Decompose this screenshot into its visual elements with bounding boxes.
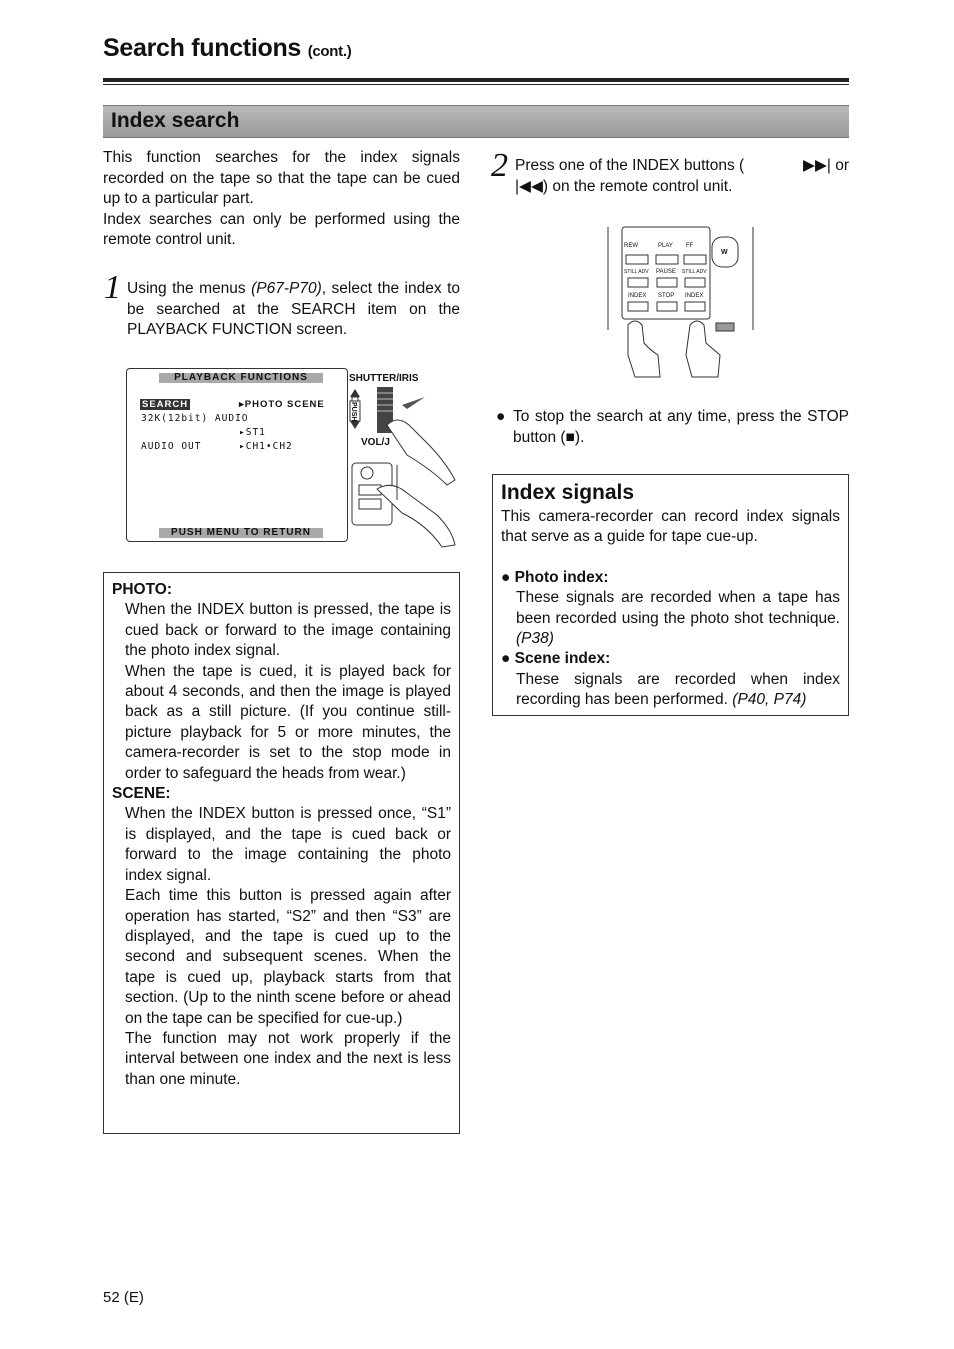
- section-heading: Index search: [111, 109, 240, 132]
- photo-index-heading: ● Photo index:: [501, 568, 609, 586]
- scene-index-heading: ● Scene index:: [501, 650, 611, 668]
- index-signals-intro: This camera-recorder can record index signals that serve as a guide for tape cue-up.: [501, 508, 840, 546]
- remote-still-adv-right-label: STILL ADV: [682, 269, 707, 275]
- step-2-number: 2: [491, 147, 508, 184]
- photo-index-text: These signals are recorded when a tape has been recorded using the photo shot technique. (P38): [516, 589, 840, 648]
- menu-search-label: SEARCH: [142, 399, 189, 410]
- remote-still-adv-left-label: STILL ADV: [624, 269, 649, 275]
- remote-pause-label: PAUSE: [656, 269, 676, 275]
- menu-out-label: AUDIO OUT: [141, 441, 202, 452]
- shutter-label: SHUTTER/IRIS: [349, 373, 419, 384]
- bullet-icon: ●: [496, 408, 506, 425]
- index-signals-heading: Index signals: [501, 481, 635, 504]
- intro-paragraph: [103, 148, 460, 251]
- page-ref: (P67-P70): [251, 280, 322, 297]
- stop-note: [496, 407, 849, 448]
- bullet-icon: ●: [501, 650, 515, 668]
- step-1-number: 1: [104, 269, 121, 306]
- bullet-icon: ●: [501, 568, 515, 586]
- scene-para-3: The function may not work properly if the interval between one index and the next is less than one minute.: [125, 1029, 451, 1088]
- menu-header: PLAYBACK FUNCTIONS: [159, 373, 323, 383]
- scene-para-2: Each time this button is pressed again after operation has started, “S2” and then “S3” are displayed, and the tape is cued up to the second and subsequent scenes. When the tape is cued up, playback starts from that section. (Up to the ninth scene before or ahead on the tape can be specified for cue-up.): [125, 887, 451, 1027]
- scene-para-1: When the INDEX button is pressed once, “S1” is displayed, and the tape is cued back or forward to the image containing the photo index signal.: [125, 805, 451, 884]
- remote-rew-label: REW: [624, 243, 638, 249]
- menu-search-value: ▸PHOTO SCENE: [239, 399, 325, 410]
- remote-control-illustration: [600, 225, 760, 380]
- remote-index-left-label: INDEX: [628, 293, 647, 299]
- intro-text-1: This function searches for the index signals recorded on the tape so that the tape can be cued up to a particular part.: [103, 149, 460, 207]
- remote-index-right-label: INDEX: [685, 293, 704, 299]
- step-2-text: Press one of the INDEX buttons ( ▶▶| or |◀◀) on the remote control unit.: [515, 157, 849, 195]
- next-index-icon: ▶▶|: [803, 157, 831, 174]
- remote-stop-label: STOP: [658, 293, 675, 299]
- index-signals-box: [492, 474, 849, 716]
- section-band: [103, 105, 849, 138]
- page-title: [103, 34, 351, 63]
- page-number: 52 (E): [103, 1289, 144, 1306]
- photo-scene-box: [103, 572, 460, 1134]
- title-cont: (cont.): [307, 43, 352, 60]
- header-rule-thin: [103, 84, 849, 85]
- menu-footer: PUSH MENU TO RETURN: [159, 528, 323, 538]
- playback-menu-screen: [126, 368, 348, 542]
- header-rule: [103, 78, 849, 82]
- remote-ff-label: FF: [686, 243, 694, 249]
- photo-para-1: When the INDEX button is pressed, the tape is cued back or forward to the image containing the photo index signal.: [125, 601, 451, 660]
- menu-out-value: ▸CH1•CH2: [239, 441, 293, 452]
- menu-audio-label: 32K(12bit) AUDIO: [141, 413, 249, 424]
- remote-w-label: W: [721, 249, 728, 256]
- intro-text-2: Index searches can only be performed using the remote control unit.: [103, 210, 460, 248]
- title-text: Search functions: [103, 34, 302, 62]
- photo-heading: PHOTO:: [112, 581, 172, 598]
- scene-index-text: These signals are recorded when index recording has been performed. (P40, P74): [516, 670, 840, 709]
- menu-audio-value: ▸ST1: [239, 427, 266, 438]
- push-label: PUSH: [350, 402, 357, 422]
- scene-heading: SCENE:: [112, 785, 171, 803]
- remote-play-label: PLAY: [658, 243, 673, 249]
- stop-note-text: To stop the search at any time, press the STOP button (■).: [513, 408, 849, 446]
- camera-dial-illustration: [347, 385, 459, 550]
- vol-label: VOL/J: [361, 437, 390, 448]
- prev-index-icon: |◀◀: [515, 177, 543, 195]
- photo-para-2: When the tape is cued, it is played back for about 4 seconds, and then the image is played back as a still picture. (If you continue still-picture playback for 5 or more minutes, the camera-recorder is set to the stop mode in order to safeguard the heads from wear.): [125, 662, 451, 782]
- step-1-text: Using the menus (P67-P70), select the index to be searched at the SEARCH item on the PLAYBACK FUNCTION screen.: [127, 280, 460, 338]
